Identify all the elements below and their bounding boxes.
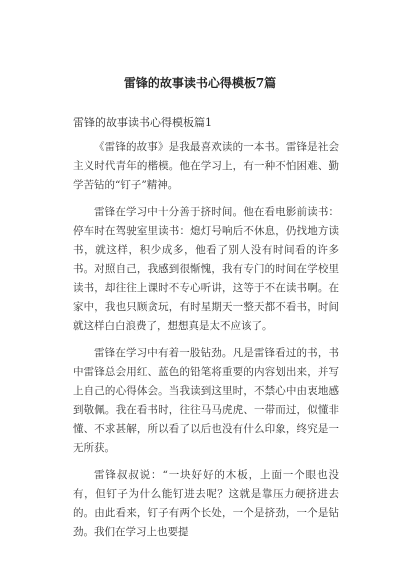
section-subtitle: 雷锋的故事读书心得模板篇1 [73, 116, 212, 129]
document-title: 雷锋的故事读书心得模板7篇 [123, 76, 277, 90]
body-paragraph: 雷锋叔叔说：“一块好好的木板，上面一个眼也没有，但钉子为什么能钉进去呢？这就是靠压力硬挤进去的。由此看来，钉子有两个长处，一个是挤劲，一个是钻劲。我们在学习上也要提 [73, 469, 339, 538]
body-paragraph: 雷锋在学习中十分善于挤时间。他在看电影前读书：停车时在驾驶室里读书：熄灯号响后不休息，仍找地方读书，就这样，积少成多，他看了别人没有时间看的许多书。对照自己，我感到很惭愧，我有专门的时间在学校里读书，却往往上课时不专心听讲，这等于不在读书啊。在家中，我也只顾贪玩，有时星期天一整天都不看书，时间就这样白白浪费了，想想真是太不应该了。 [73, 206, 339, 332]
body-paragraph: 《雷锋的故事》是我最喜欢读的一本书。雷锋是社会主义时代青年的楷模。他在学习上，有一种不怕困难、勤学苦钻的“钉子”精神。 [73, 141, 339, 191]
document-body [73, 138, 339, 550]
body-paragraph: 雷锋在学习中有着一股钻劲。凡是雷锋看过的书，书中雷锋总会用红、蓝色的铅笔将重要的内容划出来，并写上自己的心得体会。当我读到这里时，不禁心中由衷地感到敬佩。我在看书时，往往马马虎虎、一带而过，似懂非懂、不求甚解，所以看了以后也没有什么印象，终究是一无所获。 [73, 347, 339, 454]
